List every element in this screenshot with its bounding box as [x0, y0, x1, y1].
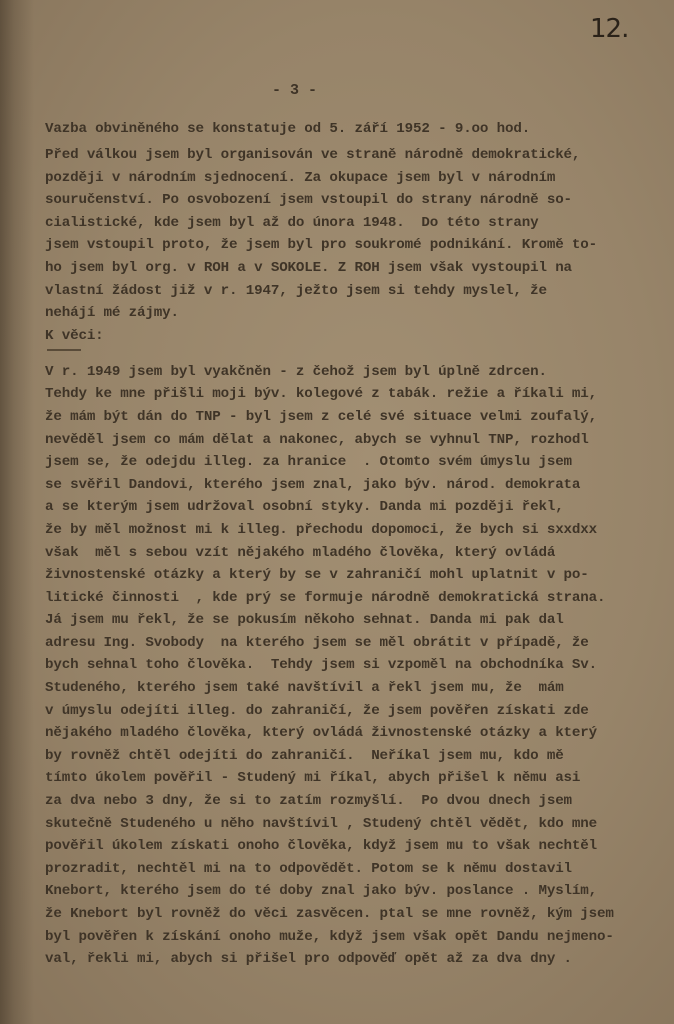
- text-line: skutečně Studeného u něho navštívil , Studený chtěl vědět, kdo mne: [45, 815, 598, 832]
- text-line: adresu Ing. Svobody na kterého jsem se měl obrátit v případě, že: [45, 634, 589, 651]
- text-line: litické činnosti , kde prý se formuje národně demokratická strana.: [45, 589, 606, 606]
- text-line: Vazba obviněného se konstatuje od 5. září 1952 - 9.oo hod.: [45, 121, 531, 137]
- text-line: ho jsem byl org. v ROH a v SOKOLE. Z ROH jsem však vystoupil na: [45, 259, 572, 276]
- text-line: vlastní žádost již v r. 1947, ježto jsem si tehdy myslel, že: [45, 282, 547, 299]
- text-line: val, řekli mi, abych si přišel pro odpověď opět až za dva dny .: [45, 951, 572, 968]
- text-line: se svěřil Dandovi, kterého jsem znal, jako býv. národ. demokrata: [45, 476, 581, 493]
- text-line: v úmyslu odejíti illeg. do zahraničí, že jsem pověřen získati zde: [45, 702, 589, 719]
- text-line: živnostenské otázky a který by se v zahraničí mohl uplatnit v po-: [45, 567, 589, 584]
- text-line: jsem se, že odejdu illeg. za hranice . Otomto svém úmyslu jsem: [45, 454, 572, 471]
- text-line: V r. 1949 jsem byl vyakčněn - z čehož jsem byl úplně zdrcen.: [45, 363, 547, 380]
- text-line: Před válkou jsem byl organisován ve straně národně demokratické,: [45, 147, 581, 163]
- text-line: Já jsem mu řekl, že se pokusím někoho sehnat. Danda mi pak dal: [45, 612, 564, 629]
- text-line: že Knebort byl rovněž do věci zasvěcen. ptal se mne rovněž, kým jsem: [45, 906, 614, 922]
- text-line: a se kterým jsem udržoval osobní styky. Danda mi později řekl,: [45, 499, 564, 516]
- text-line: že mám být dán do TNP - byl jsem z celé své situace velmi zoufalý,: [45, 408, 598, 425]
- section-heading: K věci:: [45, 327, 104, 344]
- text-line: tímto úkolem pověřil - Studený mi říkal, abych přišel k němu asi: [45, 770, 581, 787]
- text-line: bych sehnal toho člověka. Tehdy jsem si vzpoměl na obchodníka Sv.: [45, 657, 598, 674]
- heading-underline: [47, 349, 81, 351]
- text-line: Studeného, kterého jsem také navštívil a řekl jsem mu, že mám: [45, 680, 564, 697]
- text-line: Knebort, kterého jsem do té doby znal jako býv. poslance . Myslím,: [45, 883, 598, 900]
- text-line: cialistické, kde jsem byl až do února 1948. Do této strany: [45, 214, 539, 231]
- text-line: nehájí mé zájmy.: [45, 305, 179, 322]
- text-line: nějakého mladého člověka, který ovládá živnostenské otázky a který: [45, 725, 598, 742]
- text-line: jsem vstoupil proto, že jsem byl pro soukromé podnikání. Kromě to-: [45, 237, 598, 254]
- handwritten-folio-number: 12.: [590, 14, 629, 44]
- text-line: později v národním sjednocení. Za okupace jsem byl v národním: [45, 169, 556, 186]
- text-line: byl pověřen k získání onoho muže, když jsem však opět Dandu nejmeno-: [45, 928, 614, 945]
- text-line: za dva nebo 3 dny, že si to zatím rozmyšlí. Po dvou dnech jsem: [45, 793, 572, 810]
- text-line: pověřil úkolem získati onoho člověka, když jsem mu to však nechtěl: [45, 838, 598, 855]
- text-line: Tehdy ke mne přišli moji býv. kolegové z tabák. režie a říkali mi,: [45, 386, 598, 403]
- text-line: prozradit, nechtěl mi na to odpovědět. Potom se k němu dostavil: [45, 860, 572, 877]
- page-number: - 3 -: [272, 82, 318, 99]
- text-line: souručenství. Po osvobození jsem vstoupil do strany národně so-: [45, 192, 572, 209]
- typewritten-body: [45, 118, 665, 971]
- text-line: by rovněž chtěl odejíti do zahraničí. Neříkal jsem mu, kdo mě: [45, 747, 564, 764]
- text-line: nevěděl jsem co mám dělat a nakonec, abych se vyhnul TNP, rozhodl: [45, 431, 589, 448]
- text-line: však měl s sebou vzít nějakého mladého člověka, který ovládá: [45, 544, 556, 561]
- text-line: že by měl možnost mi k illeg. přechodu dopomoci, že bych si sxxdxx: [45, 521, 598, 538]
